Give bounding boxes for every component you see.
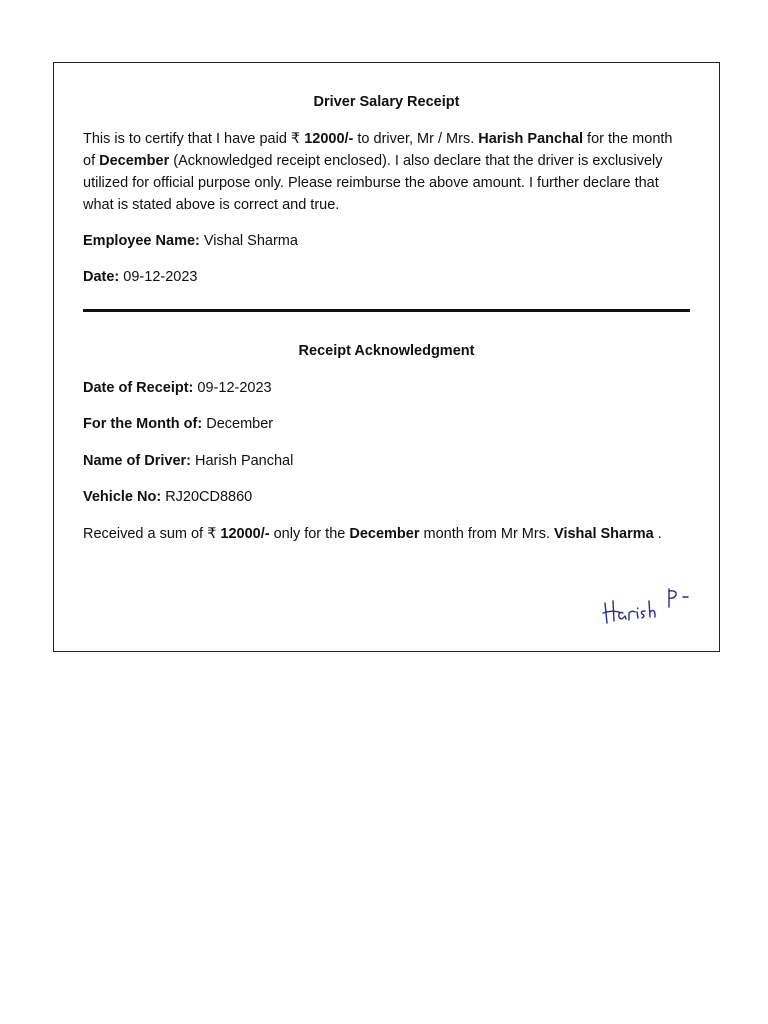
date-label: Date: xyxy=(83,269,120,285)
certify-text-3: for the month of xyxy=(83,131,673,169)
certify-driver-name: Harish Panchal xyxy=(478,131,584,147)
signature-stroke xyxy=(605,603,607,623)
certify-text-2: to driver, Mr / Mrs. xyxy=(353,131,479,147)
signature-stroke xyxy=(641,611,645,618)
section-divider xyxy=(83,309,690,312)
driver-name-value: Harish Panchal xyxy=(190,453,294,469)
employee-name-row xyxy=(83,230,683,252)
received-from-name: Vishal Sharma xyxy=(554,526,654,542)
certify-text-4: (Acknowledged receipt enclosed). I also declare that the driver is exclusively utilized for official purpose only. Please reimburse the above amount. I further declare that what is stated above is correct and true. xyxy=(83,153,663,213)
certify-text-1: This is to certify that I have paid ₹ xyxy=(83,131,305,147)
employee-name-value: Vishal Sharma xyxy=(199,233,298,249)
date-of-receipt-value: 09-12-2023 xyxy=(193,380,272,396)
acknowledgment-title: Receipt Acknowledgment xyxy=(298,343,475,359)
receipt-container xyxy=(53,62,720,652)
received-month: December xyxy=(349,526,420,542)
received-text-3: month from Mr Mrs. xyxy=(419,526,555,542)
date-value: 09-12-2023 xyxy=(119,269,198,285)
month-value: December xyxy=(202,416,274,432)
received-statement xyxy=(83,523,663,545)
signature-stroke xyxy=(669,591,676,598)
driver-name-row xyxy=(83,450,683,472)
received-amount: 12000/- xyxy=(220,526,270,542)
driver-signature xyxy=(599,583,699,628)
received-text-4: . xyxy=(653,526,662,542)
date-of-receipt-label: Date of Receipt: xyxy=(83,380,194,396)
vehicle-number-row xyxy=(83,486,683,508)
date-of-receipt-row xyxy=(83,377,683,399)
certification-paragraph xyxy=(83,128,683,216)
certify-month: December xyxy=(99,153,170,169)
signature-stroke xyxy=(619,613,626,620)
receipt-title: Driver Salary Receipt xyxy=(313,94,460,110)
month-row xyxy=(83,413,683,435)
signature-stroke xyxy=(650,610,655,617)
date-row xyxy=(83,266,683,288)
signature-stroke xyxy=(637,612,638,618)
vehicle-number-value: RJ20CD8860 xyxy=(161,489,253,505)
certify-amount: 12000/- xyxy=(304,131,354,147)
employee-name-label: Employee Name: xyxy=(83,233,200,249)
driver-name-label: Name of Driver: xyxy=(83,453,191,469)
received-text-2: only for the xyxy=(269,526,350,542)
signature-stroke xyxy=(649,601,650,617)
signature-stroke xyxy=(629,611,635,620)
vehicle-number-label: Vehicle No: xyxy=(83,489,162,505)
month-label: For the Month of: xyxy=(83,416,203,432)
received-text-1: Received a sum of ₹ xyxy=(83,526,221,542)
